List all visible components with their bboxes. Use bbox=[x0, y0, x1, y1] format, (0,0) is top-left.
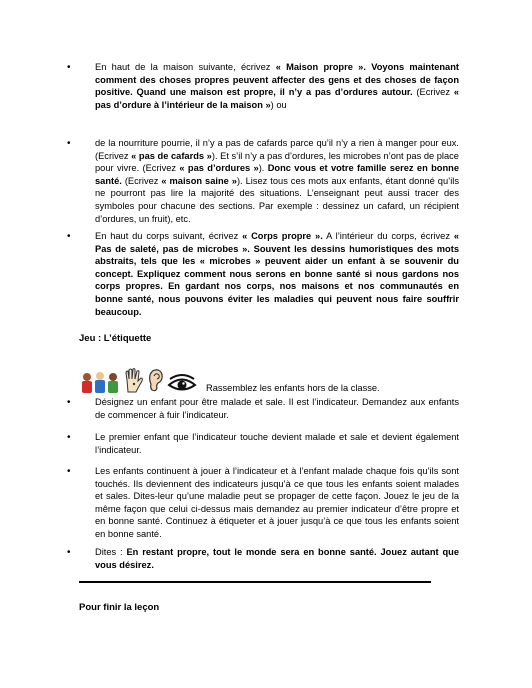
list-item bbox=[67, 396, 459, 421]
bullet: • bbox=[67, 547, 71, 558]
bullet: • bbox=[67, 231, 71, 242]
bullet: • bbox=[67, 62, 71, 73]
game-step-3: Les enfants continuent à jouer à l’indicateur et à l’enfant malade chaque fois qu’ils sont touchés. Ils deviennent des indicateurs jusqu’à ce que tous les enfants soient malades et sales. Dites-leur qu’une maladie peut se propager de cette façon. Jouez le jeu de la même façon que celui ci-dessus mais demandez au premier indicateur d’être propre et en bonne santé. Continuez à étiqueter et à jouer jusqu’à ce que tous les enfants soient en bonne santé. bbox=[95, 466, 459, 539]
bullet: • bbox=[67, 397, 71, 408]
paragraph-maison-propre: En haut de la maison suivante, écrivez « Maison propre ». Voyons maintenant comment des choses propres peuvent affecter des gens et des choses de façon positive. Quand une maison est propre, il n’y a pas d’ordures autour. (Ecrivez « pas d’ordure à l’intérieur de la maison ») ou bbox=[95, 62, 459, 110]
list-item bbox=[67, 230, 460, 318]
game-step-1: Désignez un enfant pour être malade et sale. Il est l’indicateur. Demandez aux enfants de commencer à fuir l’indicateur. bbox=[95, 397, 459, 420]
bullet: • bbox=[67, 138, 71, 149]
list-item bbox=[67, 465, 459, 541]
bullet: • bbox=[67, 466, 71, 477]
game-step-2: Le premier enfant que l’indicateur touche devient malade et sale et devient également l’indicateur. bbox=[95, 432, 459, 455]
list-item bbox=[67, 431, 459, 456]
final-heading: Pour finir la leçon bbox=[79, 602, 160, 613]
ear-icon bbox=[148, 368, 164, 394]
paragraph-nourriture: de la nourriture pourrie, il n’y a pas de cafards parce qu’il n’y a rien à manger pour eux. (Ecrivez « pas de cafards »). Et s’il n’y a pas d’ordures, les microbes n’ont pas de place pour vivre. (Ecrivez « pas d’ordures »). Donc vous et votre famille serez en bonne santé. (Ecrivez « maison saine »). Lisez tous ces mots aux enfants, étant donné qu’ils ne pourront pas lire la majorité des situations. L’enseignant peut aussi tracer des symboles pour chacune des sections. Par exemple : dessinez un cafard, un récipient d’ordures, un fruit), etc. bbox=[95, 138, 459, 224]
icons-caption: Rassemblez les enfants hors de la classe. bbox=[206, 383, 380, 393]
bullet: • bbox=[67, 432, 71, 443]
paragraph-corps-propre: En haut du corps suivant, écrivez « Corps propre ». A l’intérieur du corps, écrivez « Pas de saleté, pas de microbes ». Souvent les dessins humoristiques des mots abstraits, tels que les « microbes » peuvent aider un enfant à se souvenir du concept. Expliquez comment nous serons en bonne santé si nous gardons nos corps propres. En gardant nos corps, nos maisons et nos communautés en bonne santé, nous pouvons éviter les maladies qui peuvent nous faire souffrir beaucoup. bbox=[95, 231, 460, 317]
game-heading: Jeu : L’étiquette bbox=[79, 333, 152, 344]
list-item bbox=[67, 61, 459, 111]
game-step-4: Dites : En restant propre, tout le monde sera en bonne santé. Jouez autant que vous désirez. bbox=[95, 547, 459, 570]
list-item bbox=[67, 137, 459, 225]
hand-icon bbox=[123, 368, 145, 394]
list-item bbox=[67, 546, 459, 571]
section-divider bbox=[79, 581, 431, 583]
children-group-icon bbox=[80, 370, 120, 394]
activity-icons bbox=[80, 366, 197, 394]
eye-icon bbox=[167, 372, 197, 394]
